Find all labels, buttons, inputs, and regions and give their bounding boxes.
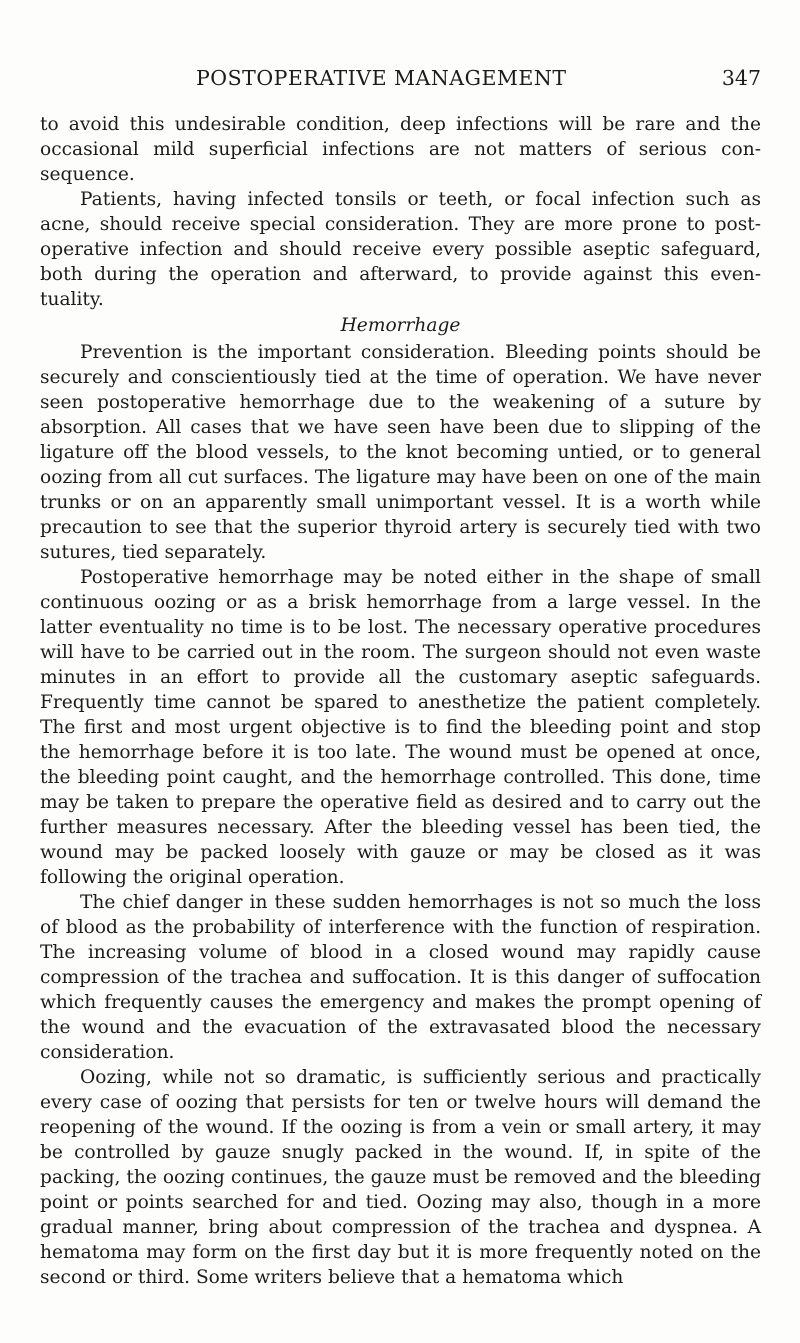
section-title-hemorrhage: Hemorrhage [340,315,461,336]
page-header [196,66,761,96]
paragraph-infected-tonsils: Patients, having infected tonsils or teeth, or focal infection such as acne, should receive special consideration. They are more prone to postoperative infection and should receive every possible aseptic safeguard, both during the operation and afterward, to provide against this eventuality. [40,189,761,310]
paragraph-prevention: Prevention is the important consideration. Bleeding points should be securely and conscientiously tied at the time of operation. We have never seen postoperative hemorrhage due to the weakening of a suture by absorption. All cases that we have seen have been due to slipping of the ligature off the blood vessels, to the knot becoming untied, or to general oozing from all cut surfaces. The ligature may have been on one of the main trunks or on an apparently small unimportant vessel. It is a worth while precaution to see that the superior thyroid artery is securely tied with two sutures, tied separately. [40,342,761,563]
paragraph-continued: to avoid this undesirable condition, deep infections will be rare and the occasional mild superficial infections are not matters of serious consequence. [40,114,761,185]
paragraph-postoperative-hemorrhage: Postoperative hemorrhage may be noted either in the shape of small continuous oozing or as a brisk hemorrhage from a large vessel. In the latter eventuality no time is to be lost. The necessary operative procedures will have to be carried out in the room. The surgeon should not even waste minutes in an effort to provide all the customary aseptic safeguards. Frequently time cannot be spared to anesthetize the patient completely. The first and most urgent objective is to find the bleeding point and stop the hemorrhage before it is too late. The wound must be opened at once, the bleeding point caught, and the hemorrhage controlled. This done, time may be taken to prepare the operative field as desired and to carry out the further measures necessary. After the bleeding vessel has been tied, the wound may be packed loosely with gauze or may be closed as it was following the original operation. [40,567,761,888]
paragraph-oozing: Oozing, while not so dramatic, is sufficiently serious and practically every case of oozing that persists for ten or twelve hours will demand the reopening of the wound. If the oozing is from a vein or small artery, it may be controlled by gauze snugly packed in the wound. If, in spite of the packing, the oozing continues, the gauze must be removed and the bleeding point or points searched for and tied. Oozing may also, though in a more gradual manner, bring about compression of the trachea and dyspnea. A hematoma may form on the first day but it is more frequently noted on the second or third. Some writers believe that a hematoma which [40,1067,761,1288]
body-text [40,112,761,1290]
paragraph-chief-danger: The chief danger in these sudden hemorrhages is not so much the loss of blood as the probability of interference with the function of respiration. The increasing volume of blood in a closed wound may rapidly cause compression of the trachea and suffocation. It is this danger of suffocation which frequently causes the emergency and makes the prompt opening of the wound and the evacuation of the extravasated blood the necessary consideration. [40,892,761,1063]
page-number: 347 [721,66,761,90]
running-head: POSTOPERATIVE MANAGEMENT [196,66,567,90]
